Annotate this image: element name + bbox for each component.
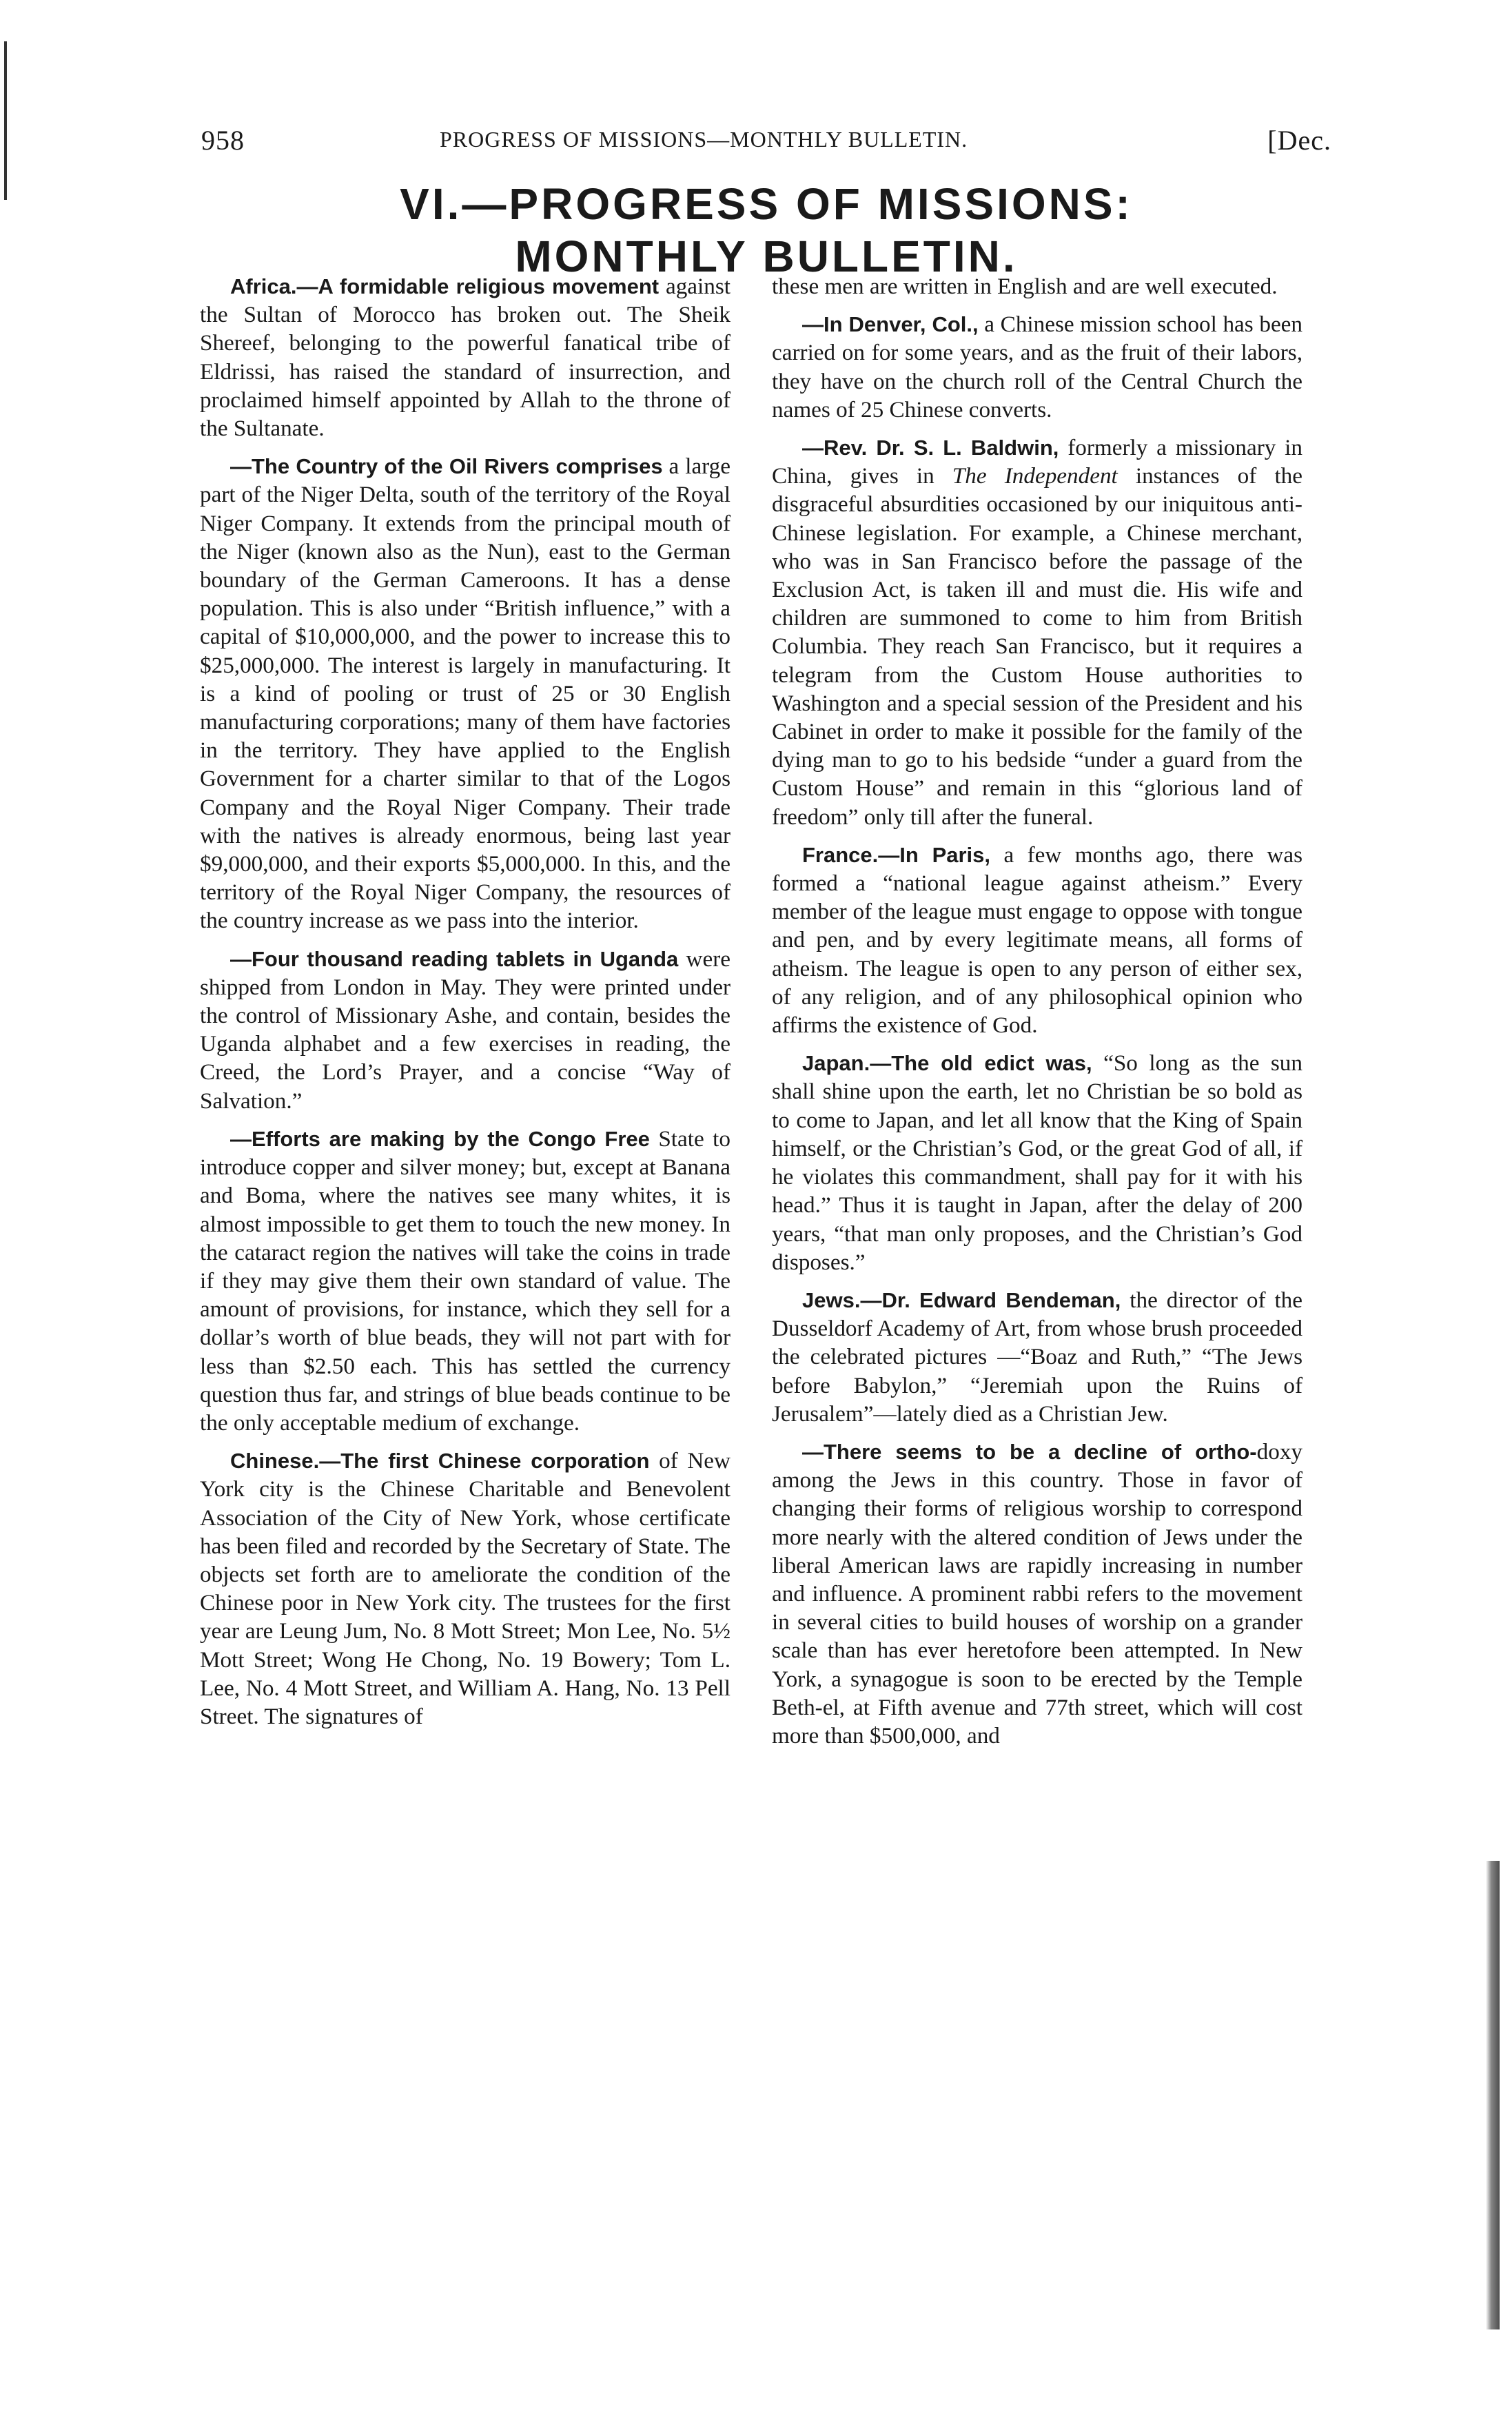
body-japan: “So long as the sun shall shine upon the earth, let no Christian be so bold as to come to Japan, and let all know that the King of Spain himself, or the Christian’s God, or the great God of all, if he violates this commandment, shall pay for it with his head.” Thus it is taught in Japan, after the delay of 200 years, “that man only proposes, and the Christian’s God disposes.” — [772, 1050, 1302, 1275]
month-label: [Dec. — [1267, 125, 1331, 156]
paragraph-japan — [772, 1049, 1302, 1276]
publication-name: The Independent — [952, 463, 1118, 489]
body-africa: against the Sultan of Morocco has broken out. The Sheik Shereef, belonging to the powerful fanatical tribe of Eldrissi, has raised the standard of insurrection, and proclaimed himself appointed by Allah to the throne of the Sultanate. — [200, 274, 731, 442]
left-column — [200, 272, 731, 1731]
paragraph-africa — [200, 272, 731, 442]
scan-edge-right — [1486, 1861, 1500, 2329]
paragraph-uganda — [200, 945, 731, 1115]
lead-baldwin: —Rev. Dr. S. L. Baldwin, — [802, 436, 1059, 460]
body-jews: the director of the Dusseldorf Academy of Art, from whose brush proceeded the celebrated pictures —“Boaz and Ruth,” “The Jews before Babylon,” “Jeremiah upon the Ruins of Jerusalem”—lately died as a Christian Jew. — [772, 1287, 1302, 1427]
title-line-2: MONTHLY BULLETIN. — [515, 232, 1018, 281]
paragraph-denver — [772, 310, 1302, 424]
lead-chinese: Chinese.—The first Chinese corporation — [230, 1449, 650, 1473]
lead-congo: —Efforts are making by the Congo Free — [230, 1126, 650, 1151]
body-chinese: of New York city is the Chinese Charitable and Benevolent Association of the City of New York, whose certificate has been filed and recorded by the Secretary of State. The objects set forth are to ameliorate the condition of the Chinese poor in New York city. The trustees for the first year are Leung Jum, No. 8 Mott Street; Mon Lee, No. 5½ Mott Street; Wong He Chong, No. 19 Bowery; Tom L. Lee, No. 4 Mott Street, and William A. Hang, No. 13 Pell Street. The signatures of — [200, 1448, 731, 1729]
body-uganda: were shipped from London in May. They were printed under the control of Missionary Ashe, and contain, besides the Uganda alphabet and a few exercises in reading, the Creed, the Lord’s Prayer, and a concise “Way of Salvation.” — [200, 946, 731, 1114]
running-header — [201, 124, 1331, 165]
paragraph-france — [772, 841, 1302, 1039]
lead-africa: Africa.—A formidable religious movement — [230, 274, 660, 298]
paragraph-baldwin — [772, 434, 1302, 831]
page-number: 958 — [201, 125, 245, 156]
body-orthodoxy: doxy among the Jews in this country. Those in favor of changing their forms of religious worship to correspond more nearly with the altered condition of Jews under the liberal American laws are rapidly increasing in number and influence. A prominent rabbi refers to the movement in several cities to build houses of worship on a grander scale than has ever heretofore been attempted. In New York, a synagogue is soon to be erected by the Temple Beth-el, at Fifth avenue and 77th street, which will cost more than $500,000, and — [772, 1438, 1302, 1748]
lead-oil-rivers: —The Country of the Oil Rivers comprises — [230, 454, 663, 479]
title-line-1: VI.—PROGRESS OF MISSIONS: — [400, 179, 1133, 229]
paragraph-continuation: these men are written in English and are well executed. — [772, 274, 1278, 299]
right-column — [772, 272, 1302, 1750]
body-congo: State to introduce copper and silver money; but, except at Banana and Boma, where the natives see many whites, it is almost impossible to get them to touch the new money. In the cataract region the natives will take the coins in trade if they may give them their own standard of value. The amount of provisions, for instance, which they sell for a dollar’s worth of blue beads, they will not part with for less than $2.50 each. This has settled the currency question thus far, and strings of blue beads continue to be the only acceptable medium of exchange. — [200, 1125, 731, 1436]
body-oil-rivers: a large part of the Niger Delta, south of the territory of the Royal Niger Company. It extends from the principal mouth of the Niger (known also as the Nun), east to the German boundary of the German Cameroons. It has a dense population. This is also under “British influence,” with a capital of $10,000,000, and the power to increase this to $25,000,000. The interest is largely in manufacturing. It is a kind of pooling or trust of 25 or 30 English manufacturing corporations; many of them have factories in the territory. They have applied to the English Government for a charter similar to that of the Logos Company and the Royal Niger Company. Their trade with the natives is already enormous, being last year $9,000,000, and their exports $5,000,000. In this, and the territory of the Royal Niger Company, the resources of the country increase as we pass into the interior. — [200, 453, 731, 934]
body-france: a few months ago, there was formed a “national league against atheism.” Every member of the league must engage to oppose with tongue and pen, and by every legitimate means, all forms of atheism. The league is open to any person of either sex, of any religion, and of any philosophical opinion who affirms the existence of God. — [772, 842, 1302, 1039]
paragraph-jews — [772, 1286, 1302, 1428]
paragraph-oil-rivers — [200, 452, 731, 935]
paragraph-orthodoxy — [772, 1438, 1302, 1750]
lead-uganda: —Four thousand reading tablets in Uganda — [230, 946, 679, 971]
article-title — [201, 178, 1331, 283]
lead-france: France.—In Paris, — [802, 842, 991, 867]
body-denver: a Chinese mission school has been carried on for some years, and as the fruit of their labors, they have on the church roll of the Central Church the names of 25 Chinese converts. — [772, 312, 1302, 422]
body-baldwin-1: formerly a missionary in China, gives in — [772, 435, 1302, 489]
lead-denver: —In Denver, Col., — [802, 312, 979, 337]
body-baldwin-2: instances of the disgraceful absurdities occasioned by our iniquitous anti-Chinese legislation. For example, a Chinese merchant, who was in San Francisco before the passage of the Exclusion Act, is taken ill and must die. His wife and children are summoned to come to him from British Columbia. They reach San Francisco, but it requires a telegram from the Custom House authorities to Washington and a special session of the President and his Cabinet in order to make it possible for the family of the dying man to go to his bedside “under a guard from the Custom House” and remain in this “glorious land of freedom” only till after the funeral. — [772, 463, 1302, 830]
lead-japan: Japan.—The old edict was, — [802, 1051, 1092, 1076]
running-title: PROGRESS OF MISSIONS—MONTHLY BULLETIN. — [440, 127, 968, 152]
scan-edge-left — [4, 41, 7, 200]
paragraph-chinese — [200, 1447, 731, 1731]
lead-orthodoxy: —There seems to be a decline of ortho- — [802, 1439, 1257, 1464]
paragraph-congo — [200, 1125, 731, 1437]
lead-jews: Jews.—Dr. Edward Bendeman, — [802, 1287, 1121, 1312]
